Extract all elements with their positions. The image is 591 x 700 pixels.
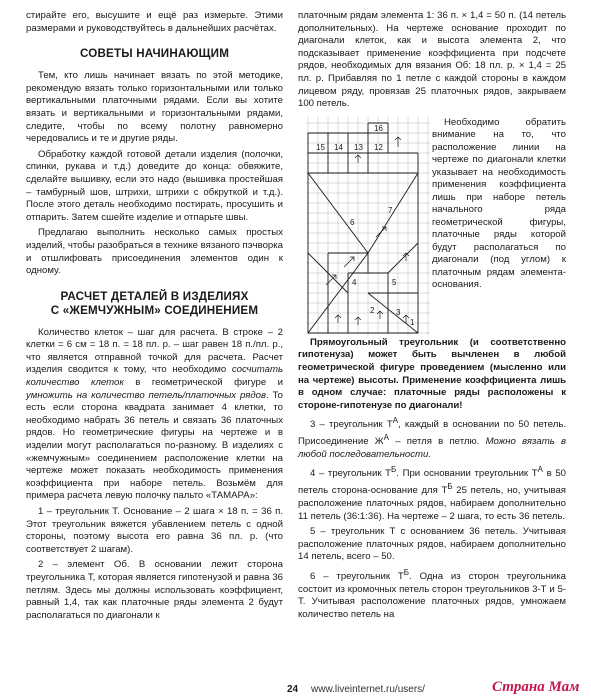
chart-label-4: 4 — [352, 277, 357, 287]
calc-paragraph-3: 2 – элемент Об. В основании лежит сторона треугольника Т, которая является гипотенузой и равна 36 петлям. Здесь мы должны использовать коэффициент, равный 1,4, так как платочные ряды элемента 2 будут располагаться по диагонали к — [26, 559, 283, 621]
chart-label-5: 5 — [392, 277, 397, 287]
tips-heading: СОВЕТЫ НАЧИНАЮЩИМ — [79, 47, 230, 61]
diagram-side-note: Необходимо обратить внимание на то, что расположение линии на чертеже по диагонали клетки указывает на необходимость применения коэффициента лишь при наборе петель начального ряда геометрической фигуры, платочные ряды которой будут располагаться по диагонали (под углом) к платочным рядам элемента-основания. — [432, 116, 566, 291]
chart-label-15: 15 — [316, 142, 325, 152]
right-column — [298, 10, 566, 622]
chart-label-13: 13 — [354, 142, 363, 152]
calc-heading-line-1: РАСЧЕТ ДЕТАЛЕЙ В ИЗДЕЛИЯХ — [60, 289, 249, 303]
watermark-logo: Страна Мам — [492, 679, 580, 695]
chart-label-2: 2 — [370, 305, 375, 315]
element-5-paragraph: 5 – треугольник Т с основанием 36 петель. Учитывая расположение платочных рядов, набираем дополнительно 14 петель, всего – 50. — [298, 526, 566, 563]
calc-heading — [26, 290, 283, 318]
bold-note-paragraph: Прямоугольный треугольник (и соответственно гипотенуза) может быть вычленен в любой геометрической фигуре проведением (мысленно или на чертеже) высоты. Применение коэффициента лишь в одном случае: платочные ряды расположены к стороне-гипотенузе по диагонали! — [298, 336, 566, 411]
tips-paragraph-3: Предлагаю выполнить несколько самых простых изделий, чтобы разобраться в технике вязаного пэчворка и отшлифовать присоединения элементов один к одному. — [26, 227, 283, 277]
chart-outlines — [308, 123, 418, 333]
element-4-paragraph: 4 – треугольник $Т^Б$. При основании треугольник $Т^А$ в 50 петель сторона-основание для $Т^Б$ 25 петель, но, учитывая расположение платочных рядов, набираем дополнительно 11 петель (36:1:36). На чертеже – 2 шага, то есть 36 петель. — [298, 465, 566, 522]
element-3-paragraph: 3 – треугольник $Т^А$, каждый в основании по 50 петель. Присоединение $Ж^А$ – петля в петлю. Можно вязать в любой последовательности. — [298, 416, 566, 460]
diagram-section — [298, 117, 566, 335]
intro-paragraph: стирайте его, высушите и ещё раз измерьте. Этими размерами и руководствуйтесь в дальнейших расчётах. — [26, 10, 283, 34]
calc-heading-line-2: С «ЖЕМЧУЖНЫМ» СОЕДИНЕНИЕМ — [50, 303, 259, 317]
chart-labels — [316, 124, 415, 327]
chart-label-6: 6 — [350, 217, 355, 227]
chart-label-7: 7 — [388, 205, 393, 215]
chart-arrows — [326, 137, 409, 325]
calc-paragraph-1: Количество клеток – шаг для расчета. В строке – 2 клетки = 6 см = 18 п. = 18 пл. р. – шаг равен 18 п./пл. р., что является отправной точкой для расчета. Расчет изделия сводится к тому, что необходимо сосчитать количество клеток в геометрической фигуре и умножить на количество петель/платочных рядов. То есть если сторона квадрата занимает 4 клетки, то необходимо набрать 36 петель и связать 36 платочных рядов. Но геометрические фигуры на чертеже и в изделии могут располагаться по-разному. В изделиях с «жемчужным» соединением расположение клетки на чертеже может показать необходимость применения коэффициента при наборе петель. Возьмём для примера расчета левую полочку пальто «ТАМАРА»: — [26, 326, 284, 502]
right-top-paragraph: платочным рядам элемента 1: 36 п. × 1,4 = 50 п. (14 петель дополнительных). На чертеже основание проходит по диагонали клеток, как и высота элемента 2, что подсказывает применение коэффициента при подсчете рядов, необходимых для вязания Об: 18 пл. р. × 1,4 = 25 пл. р. Прибавляя по 1 петле с каждой стороны в каждом лицевом ряду, провязав 25 платочных рядов, закрываем 100 петель. — [298, 10, 566, 110]
chart-label-12: 12 — [374, 142, 383, 152]
knitting-chart-diagram — [306, 117, 430, 335]
tips-paragraph-2: Обработку каждой готовой детали изделия (полочки, спинки, рукава и т.д.) доведите до конца: обвяжите, сделайте вышивку, если это надо (вышивка простейшая – тамбурный шов, штрихи, штрихи с обкруткой и т.д.). После этого деталь необходимо постирать, просушить и отпарить. Затем сшейте изделие и отпарьте швы. — [26, 148, 283, 223]
chart-label-16: 16 — [374, 123, 383, 133]
chart-label-3: 3 — [396, 307, 401, 317]
chart-label-1: 1 — [410, 317, 415, 327]
tips-paragraph-1: Тем, кто лишь начинает вязать по этой методике, рекомендую вязать только горизонтальными или только вертикальными платочными рядами. Если вы хотите вязать и вертикальными и горизонтальными рядами, следите, чтобы по всему полотну равномерно чередовались и те и другие ряды. — [26, 70, 283, 145]
calc-paragraph-2: 1 – треугольник Т. Основание – 2 шага × 18 п. = 36 п. Этот треугольник вяжется убавлением петель с одной стороны, поэтому высота его равна 36 пл. р. (что соответствует 2 шагам). — [26, 506, 283, 555]
chart-label-14: 14 — [334, 142, 343, 152]
left-column — [26, 10, 283, 622]
page-number: 24 — [287, 684, 299, 695]
element-6-paragraph: 6 – треугольник $Т^Б$. Одна из сторон треугольника состоит из кромочных петель сторон треугольников 3-Т и 5-Т. Учитывая расположение платочных рядов, умножаем количество петель на — [298, 568, 566, 620]
source-url[interactable]: www.liveinternet.ru/users/ — [311, 684, 425, 695]
